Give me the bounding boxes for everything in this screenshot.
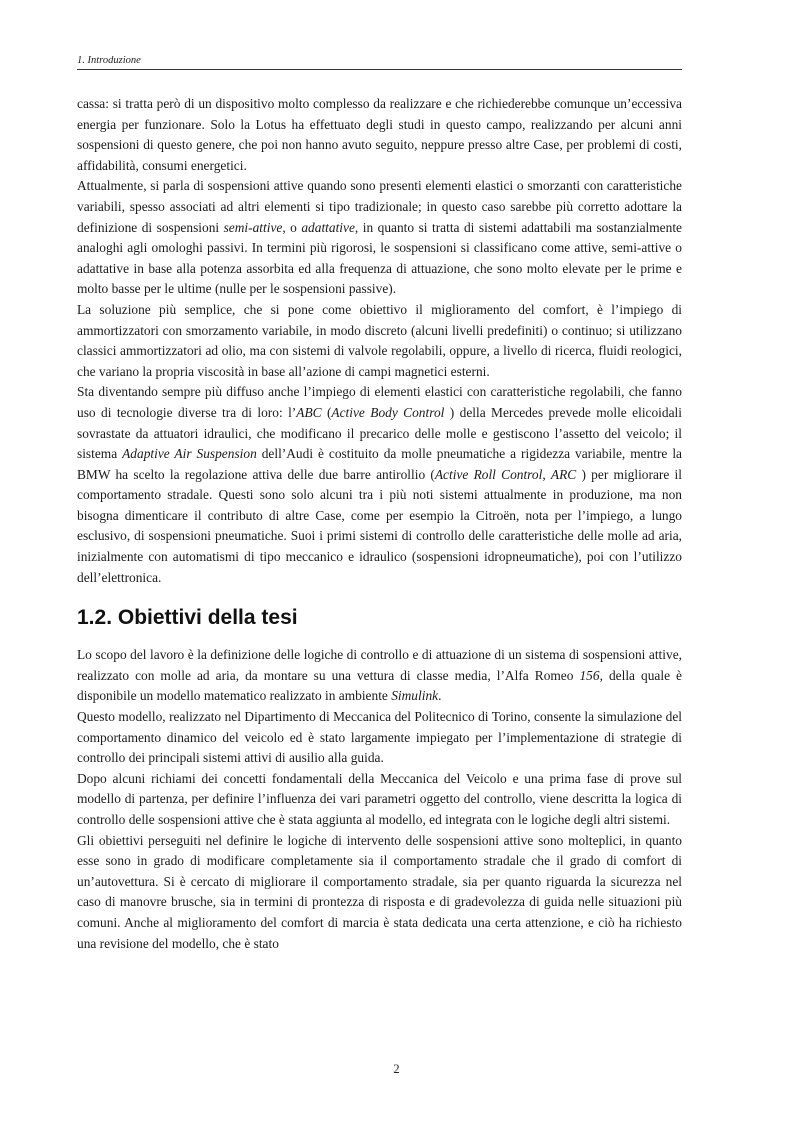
text-run: Sta diventando sempre più diffuso anche l’impiego di elementi elastici con caratteristiche regolabili, che fanno uso di tecnologie diverse tra di loro: l’: [77, 384, 682, 420]
body-text: [77, 94, 682, 954]
text-run: ,: [542, 466, 551, 482]
term-156: 156: [579, 667, 600, 683]
section-heading: 1.2. Obiettivi della tesi: [77, 606, 298, 630]
header-rule: [77, 69, 682, 70]
text-run: , della quale è disponibile un modello matematico realizzato in ambiente: [77, 667, 682, 704]
term-adaptive-air-suspension: Adaptive Air Suspension: [122, 446, 257, 462]
page-number: 2: [393, 1062, 400, 1076]
paragraph-scope: [77, 645, 682, 707]
text-run: dell’Audi è costituito da molle pneumatiche a rigidezza variabile, mentre la BMW ha scelto la regolazione attiva delle due barre antirollio (: [77, 446, 682, 482]
term-semi-attive: semi-attive: [223, 219, 283, 235]
term-adattative: adattative: [301, 219, 355, 235]
text-run: ) della Mercedes prevede molle elicoidali sovrastate da attuatori idraulici, che modificano il precarico delle molle e gestiscono l’assetto del veicolo; il sistema: [77, 404, 682, 462]
paragraph-objectives: Gli obiettivi perseguiti nel definire le logiche di intervento delle sospensioni attive sono molteplici, in quanto esse sono in grado di modificare completamente sia il comportamento stradale che il grado di comfort di un’autovettura. Si è cercato di migliorare il comportamento stradale, sia per quanto riguarda la sicurezza nel caso di manovre brusche, sia in termini di prontezza di risposta e di gradevolezza di guida nelle situazioni più comuni. Anche al miglioramento del comfort di marcia è stata dedicata una certa attenzione, e ciò ha richiesto una revisione del modello, che è stato: [77, 832, 682, 951]
text-run: .: [438, 688, 442, 704]
term-active-body-control: Active Body Control: [331, 404, 445, 420]
paragraph-model: Questo modello, realizzato nel Dipartimento di Meccanica del Politecnico di Torino, consente la simulazione del comportamento dinamico del veicolo ed è stato largamente impiegato per l’implementazione di strategie di controllo dei principali sistemi attivi di ausilio alla guida.: [77, 709, 682, 766]
paragraph-method: Dopo alcuni richiami dei concetti fondamentali della Meccanica del Veicolo e una prima fase di prove sul modello di partenza, per definire l’influenza dei vari parametri oggetto del controllo, viene descritta la logica di controllo delle sospensioni attive che è stata aggiunta al modello, ed integrata con le logiche degli altri sistemi.: [77, 770, 682, 827]
paragraph-continuation: cassa: si tratta però di un dispositivo molto complesso da realizzare e che richiederebbe comunque un’eccessiva energia per funzionare. Solo la Lotus ha effettuato degli studi in questo campo, realizzando per alcuni anni sospensioni di questo genere, che poi non hanno avuto seguito, neppure presso altre Case, per problemi di costi, affidabilità, consumi energetici.: [77, 96, 682, 173]
term-arc: ARC: [550, 466, 577, 482]
paragraph-elastic-elements: [77, 382, 682, 588]
paragraph-semi-active: [77, 176, 682, 300]
term-simulink: Simulink: [391, 688, 439, 704]
paragraph-dampers: La soluzione più semplice, che si pone come obiettivo il miglioramento del comfort, è l’impiego di ammortizzatori con smorzamento variabile, in modo discreto (alcuni livelli predefiniti) o continuo; si utilizzano classici ammortizzatori ad olio, ma con sistemi di valvole regolabili, oppure, a livello di ricerca, fluidi reologici, che variano la propria viscosità in base all’azione di campi magnetici esterni.: [77, 301, 682, 379]
running-header: 1. Introduzione: [77, 55, 141, 66]
text-run: Attualmente, si parla di sospensioni attive quando sono presenti elementi elastici o smorzanti con caratteristiche variabili, spesso associati ad altri elementi si tipo tradizionale; in questo caso sarebbe più corretto adottare la definizione di sospensioni: [77, 178, 682, 235]
term-active-roll-control: Active Roll Control: [434, 466, 543, 482]
term-abc: ABC: [296, 404, 322, 420]
text-run: ) per migliorare il comportamento stradale. Questi sono solo alcuni tra i più noti sistemi attualmente in produzione, ma non bisogna dimenticare il contributo di altre Case, come per esempio la Citroën, nota per l’impiego, a lungo esclusivo, di sospensioni pneumatiche. Suoi i primi sistemi di controllo delle caratteristiche delle molle ad aria, inizialmente con automatismi di tipo meccanico e idraulico (sospensioni idropneumatiche), poi con l’utilizzo dell’elettronica.: [77, 466, 682, 585]
text-run: , in quanto si tratta di sistemi adattabili ma sostanzialmente analoghi agli omologhi passivi. In termini più rigorosi, le sospensioni si classificano come attive, semi-attive o adattative in base alla potenza assorbita ed alla frequenza di attuazione, che sono molto elevate per le prime e molto basse per le ultime (nulle per le sospensioni passive).: [77, 219, 682, 297]
text-run: (: [321, 404, 332, 420]
text-run: Lo scopo del lavoro è la definizione delle logiche di controllo e di attuazione di un sistema di sospensioni attive, realizzato con molle ad aria, da montare su una vettura di classe media, l’Alfa Romeo: [77, 647, 682, 683]
text-run: , o: [282, 219, 302, 235]
